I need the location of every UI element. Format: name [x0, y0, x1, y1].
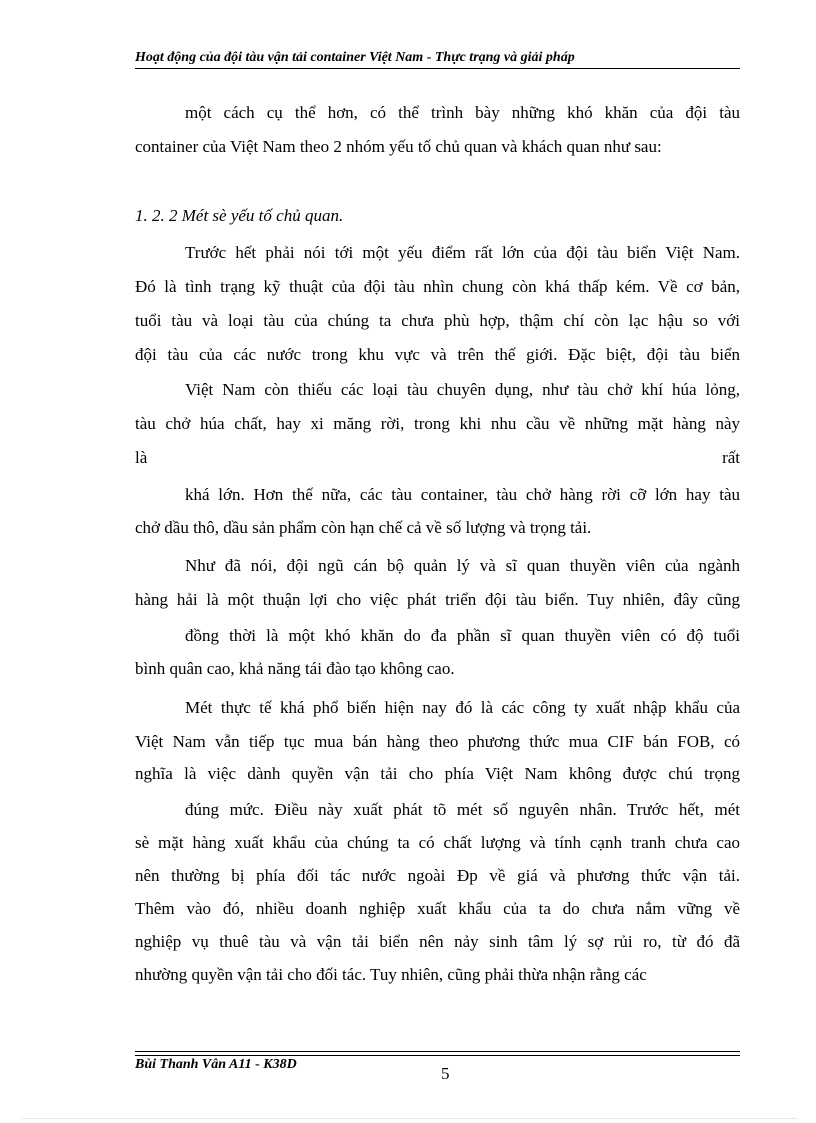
p3-line-4 [185, 800, 740, 820]
p1-line-4 [135, 345, 740, 365]
p1-line-6-text: tàu chở húa chất, hay xi măng rời, trong khi nhu cầu về những mặt hàng này [135, 414, 740, 433]
p3-line-3 [135, 764, 740, 784]
header-divider [135, 68, 740, 69]
p3-line-7-text: Thêm vào đó, nhiều doanh nghiệp xuất khẩu của ta do chưa nắm vững về [135, 899, 740, 918]
p1-line-5 [185, 380, 740, 400]
p2-line-4: bình quân cao, khả năng tái đào tạo không cao. [135, 659, 455, 678]
page-bottom-dotted-border [22, 1118, 797, 1119]
p3-line-1 [185, 698, 740, 718]
p3-line-5-text: sè mặt hàng xuất khẩu của chúng ta có chất lượng và tính cạnh tranh chưa cao [135, 833, 740, 852]
intro-line-1-text: một cách cụ thể hơn, có thể trình bày những khó khăn của đội tàu [185, 103, 740, 122]
p1-line-5-text: Việt Nam còn thiếu các loại tàu chuyên dụng, như tàu chở khí húa lỏng, [185, 380, 740, 399]
p1-line-7-left: là [135, 448, 148, 467]
p3-line-2 [135, 732, 740, 752]
p3-line-4-text: đúng mức. Điều này xuất phát tõ mét số nguyên nhân. Trước hết, mét [185, 800, 740, 819]
p2-line-1-text: Như đã nói, đội ngũ cán bộ quản lý và sĩ quan thuyền viên của ngành [185, 556, 740, 575]
section-heading: 1. 2. 2 Mét sè yếu tố chủ quan. [135, 206, 344, 225]
p3-line-7 [135, 899, 740, 919]
footer-divider-thin [135, 1051, 740, 1052]
p1-line-2 [135, 277, 740, 297]
p3-line-3-text: nghĩa là việc dành quyền vận tải cho phía Việt Nam không được chú trọng [135, 764, 740, 783]
p1-line-4-text: đội tàu của các nước trong khu vực và trên thế giới. Đặc biệt, đội tàu biển [135, 345, 740, 364]
p1-line-8 [185, 485, 740, 505]
intro-line-1 [185, 103, 740, 123]
p1-line-7-right: rất [722, 448, 740, 467]
p3-line-9: nhường quyền vận tải cho đối tác. Tuy nhiên, cũng phải thừa nhận rằng các [135, 965, 647, 984]
p1-line-3 [135, 311, 740, 331]
footer-divider-thick [135, 1055, 740, 1056]
p1-line-1 [185, 243, 740, 263]
p3-line-6-text: nên thường bị phía đối tác nước ngoài Ðp về giá và phương thức vận tải. [135, 866, 740, 885]
p1-line-6 [135, 414, 740, 434]
p2-line-1 [185, 556, 740, 576]
p1-line-3-text: tuổi tàu và loại tàu của chúng ta chưa phù hợp, thậm chí còn lạc hậu so với [135, 311, 740, 330]
p2-line-2 [135, 590, 740, 610]
intro-line-2: container của Việt Nam theo 2 nhóm yếu tố chủ quan và khách quan như sau: [135, 137, 662, 156]
footer-author: Bùi Thanh Vân A11 - K38D [135, 1057, 297, 1072]
p1-line-2-text: Đó là tình trạng kỹ thuật của đội tàu nhìn chung còn khá thấp kém. Về cơ bản, [135, 277, 740, 296]
p2-line-2-text: hàng hải là một thuận lợi cho việc phát triển đội tàu biển. Tuy nhiên, đây cũng [135, 590, 740, 609]
p2-line-3-text: đồng thời là một khó khăn do đa phần sĩ quan thuyền viên có độ tuổi [185, 626, 740, 645]
p3-line-6 [135, 866, 740, 886]
p3-line-5 [135, 833, 740, 853]
page-number: 5 [441, 1064, 450, 1083]
p3-line-8-text: nghiệp vụ thuê tàu và vận tải biển nên nảy sinh tâm lý sợ rủi ro, từ đó đã [135, 932, 740, 951]
running-header-title: Hoạt động của đội tàu vận tải container Việt Nam - Thực trạng và giải pháp [135, 50, 575, 65]
p3-line-2-text: Việt Nam vẫn tiếp tục mua bán hàng theo phương thức mua CIF bán FOB, có [135, 732, 740, 751]
p1-line-8-text: khá lớn. Hơn thế nữa, các tàu container, tàu chở hàng rời cỡ lớn hay tàu [185, 485, 740, 504]
p1-line-7 [135, 448, 740, 468]
p1-line-1-text: Trước hết phải nói tới một yếu điểm rất lớn của đội tàu biển Việt Nam. [185, 243, 740, 262]
p3-line-8 [135, 932, 740, 952]
p1-line-9: chở dầu thô, dầu sản phẩm còn hạn chế cả về số lượng và trọng tải. [135, 518, 592, 537]
p2-line-3 [185, 626, 740, 646]
p3-line-1-text: Mét thực tế khá phổ biến hiện nay đó là các công ty xuất nhập khẩu của [185, 698, 740, 717]
